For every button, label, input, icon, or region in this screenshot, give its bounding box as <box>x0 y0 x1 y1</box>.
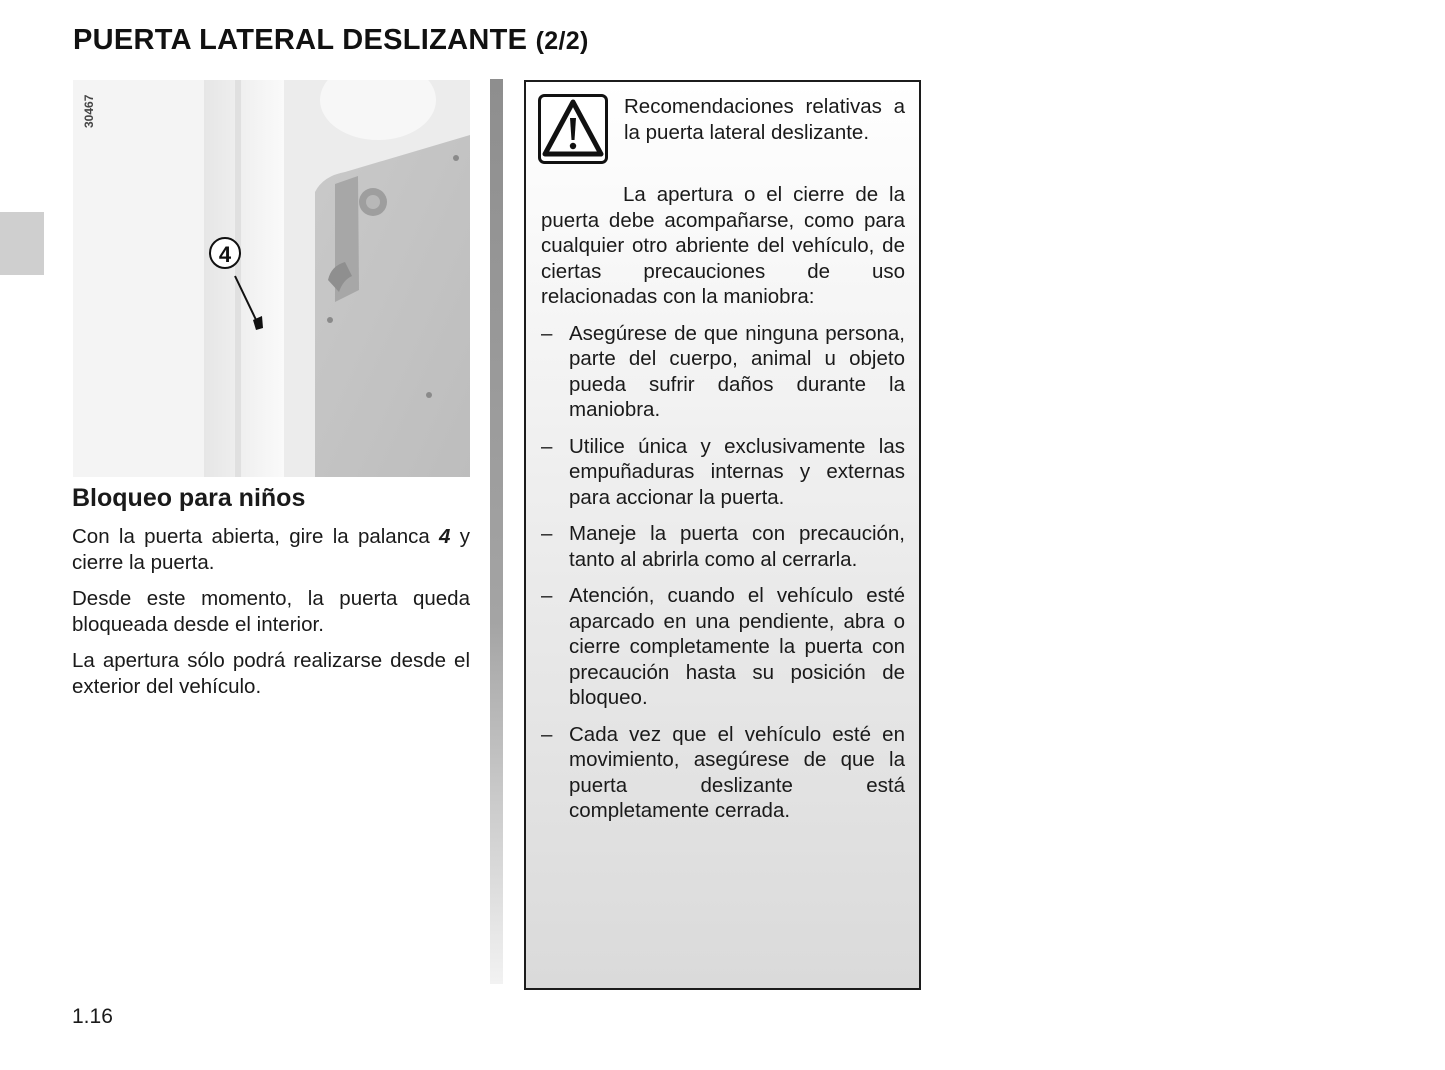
column-divider <box>490 79 503 984</box>
list-item <box>541 583 905 711</box>
page-number: 1.16 <box>72 1005 113 1028</box>
list-item-text: Atención, cuando el vehículo esté aparcado en una pendiente, abra o cierre completamente la puerta con precaución hasta su posición de bloqueo. <box>569 584 905 709</box>
chapter-tab <box>0 212 44 275</box>
section-heading: Bloqueo para niños <box>72 484 306 512</box>
page-title-text: PUERTA LATERAL DESLIZANTE <box>73 24 528 56</box>
warning-list <box>541 321 905 824</box>
list-dash: – <box>541 522 553 545</box>
instruction-text-end: y cierre la puerta. <box>72 525 470 574</box>
page-title-part: (2/2) <box>535 27 589 55</box>
locked-info-paragraph: Desde este momento, la puerta queda bloqueada desde el interior. <box>72 587 470 636</box>
exterior-opening-paragraph: La apertura sólo podrá realizarse desde el exterior del vehículo. <box>72 649 470 698</box>
warning-intro: Recomendaciones relativas a la puerta lateral deslizante. <box>624 95 905 144</box>
door-illustration-drawing <box>73 80 470 477</box>
list-item <box>541 722 905 824</box>
list-dash: – <box>541 434 553 458</box>
figure-code: 30467 <box>82 94 96 128</box>
list-item <box>541 521 905 572</box>
warning-triangle-icon <box>538 94 608 164</box>
list-dash: – <box>541 584 553 607</box>
callout-lever-number: 4 <box>218 242 232 267</box>
list-item-text: Asegúrese de que ninguna persona, parte del cuerpo, animal u objeto pueda sufrir daños durante la maniobra. <box>569 321 905 421</box>
list-item <box>541 321 905 423</box>
list-item-text: Utilice única y exclusivamente las empuñaduras internas y externas para accionar la puerta. <box>569 434 905 509</box>
list-item <box>541 434 905 511</box>
list-item-text: Cada vez que el vehículo esté en movimiento, asegúrese de que la puerta deslizante está completamente cerrada. <box>569 722 905 822</box>
list-dash: – <box>541 722 553 746</box>
instruction-text-start: Con la puerta abierta, gire la palanca <box>72 525 440 548</box>
list-dash: – <box>541 321 553 345</box>
page-title <box>73 24 589 57</box>
list-item-text: Maneje la puerta con precaución, tanto al abrirla como al cerrarla. <box>569 522 905 571</box>
warning-lead-paragraph: La apertura o el cierre de la puerta debe acompañarse, como para cualquier otro abriente del vehículo, de ciertas precauciones de uso relacionadas con la maniobra: <box>541 183 905 308</box>
lever-reference: 4 <box>439 525 451 548</box>
warning-body <box>541 182 905 835</box>
door-illustration <box>73 80 470 477</box>
warning-box <box>524 80 921 990</box>
instruction-paragraph <box>72 524 470 575</box>
